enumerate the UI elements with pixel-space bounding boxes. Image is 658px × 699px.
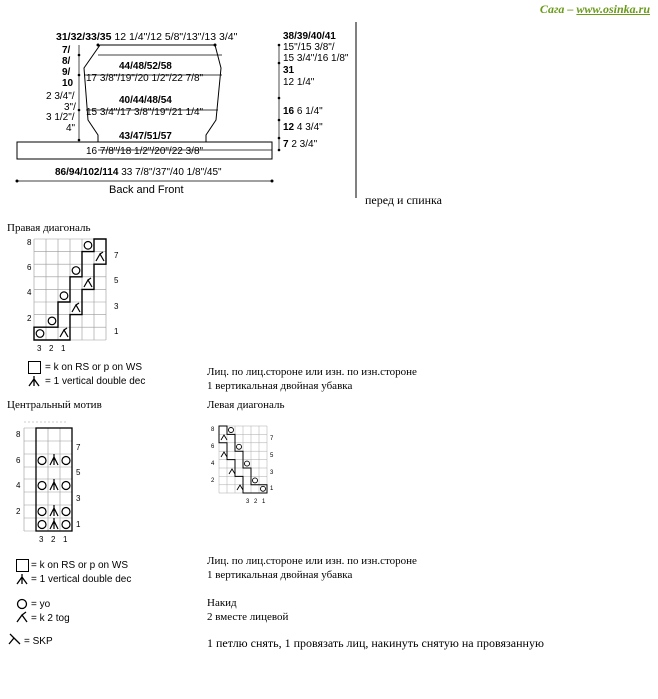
legend2-knit-ru: Лиц. по лиц.стороне или изн. по изн.стороне bbox=[207, 555, 417, 567]
right-length-3: 6 1/4" bbox=[296, 106, 323, 117]
legend2-yo-en: = yo bbox=[31, 599, 51, 610]
legend1-knit-ru: Лиц. по лиц.стороне или изн. по изн.стороне bbox=[207, 366, 417, 378]
site-link[interactable]: www.osinka.ru bbox=[576, 2, 650, 16]
legend2-knit-en: = k on RS or p on WS bbox=[31, 560, 128, 571]
yarn-over-icon bbox=[16, 598, 28, 610]
central-title: Центральный мотив bbox=[7, 399, 102, 411]
side-measure-3: 3 1/2"/ bbox=[46, 112, 75, 123]
central-row-5: 5 bbox=[76, 468, 81, 477]
right-diag-row-2: 2 bbox=[27, 314, 32, 323]
right-diag-chart bbox=[20, 232, 130, 357]
right-rows-2: 31 bbox=[283, 65, 295, 76]
width-mid: 17 3/8"/19"/20 1/2"/22 7/8" bbox=[86, 73, 204, 84]
right-diag-title: Правая диагональ bbox=[7, 222, 91, 234]
central-col-1: 1 bbox=[63, 535, 68, 544]
legend1-knit-en: = k on RS or p on WS bbox=[45, 362, 142, 373]
site-header bbox=[540, 2, 650, 17]
right-diag-col-3: 3 bbox=[37, 344, 42, 353]
knit-square-icon-2 bbox=[16, 559, 29, 572]
left-diag-row-1: 1 bbox=[270, 486, 274, 492]
central-row-7: 7 bbox=[76, 443, 81, 452]
left-diag-title: Левая диагональ bbox=[207, 399, 285, 411]
width-low: 16 7/8"/18 1/2"/20"/22 3/8" bbox=[86, 146, 204, 157]
legend1-vdd-ru: 1 вертикальная двойная убавка bbox=[207, 380, 353, 392]
legend2-k2tog-ru: 2 вместе лицевой bbox=[207, 611, 289, 623]
side-measure-1: 2 3/4"/ bbox=[46, 91, 75, 102]
row-label-10: 10 bbox=[62, 78, 74, 89]
row-label-8: 8/ bbox=[62, 56, 71, 67]
left-diag-row-2: 2 bbox=[211, 478, 215, 484]
knit-square-icon bbox=[28, 361, 41, 374]
right-rows-1: 38/39/40/41 bbox=[283, 31, 336, 42]
central-row-4: 4 bbox=[16, 481, 21, 490]
sizes-top: 31/32/33/35 bbox=[56, 31, 112, 43]
k2tog-icon bbox=[16, 611, 28, 623]
legend2-vdd-ru: 1 вертикальная двойная убавка bbox=[207, 569, 353, 581]
width-top: 12 1/4"/12 5/8"/13"/13 3/4" bbox=[114, 31, 238, 43]
right-diag-col-1: 1 bbox=[61, 344, 66, 353]
central-row-8: 8 bbox=[16, 430, 21, 439]
right-length-2: 12 1/4" bbox=[283, 77, 315, 88]
title-ru: перед и спинка bbox=[365, 193, 443, 207]
legend2-yo-ru: Накид bbox=[207, 597, 237, 609]
legend2-skp-en: = SKP bbox=[24, 636, 53, 647]
side-measure-2: 3"/ bbox=[64, 102, 76, 113]
width-bottom: 33 7/8"/37"/40 1/8"/45" bbox=[121, 167, 222, 178]
width-mid2: 15 3/4"/17 3/8"/19"/21 1/4" bbox=[86, 107, 204, 118]
vertical-double-dec-icon bbox=[28, 375, 40, 387]
skp-icon bbox=[8, 633, 22, 645]
central-row-6: 6 bbox=[16, 456, 21, 465]
right-length-4: 4 3/4" bbox=[296, 122, 323, 133]
right-length-5: 2 3/4" bbox=[291, 139, 318, 150]
stitches-mid2: 40/44/48/54 bbox=[119, 95, 172, 106]
left-diag-row-4: 4 bbox=[211, 461, 215, 467]
central-row-3: 3 bbox=[76, 494, 81, 503]
stitches-bottom: 86/94/102/114 bbox=[55, 167, 119, 178]
left-diag-chart bbox=[205, 420, 275, 508]
right-diag-row-7: 7 bbox=[114, 251, 119, 260]
right-diag-row-6: 6 bbox=[27, 263, 32, 272]
legend2-k2tog-en: = k 2 tog bbox=[31, 613, 70, 624]
right-diag-row-5: 5 bbox=[114, 276, 119, 285]
stitches-mid: 44/48/52/58 bbox=[119, 61, 172, 72]
right-diag-row-4: 4 bbox=[27, 288, 32, 297]
right-length-1a: 15"/15 3/8"/ bbox=[283, 42, 335, 53]
site-name: Сага – bbox=[539, 2, 577, 16]
schematic-caption: Back and Front bbox=[109, 184, 184, 196]
side-measure-4: 4" bbox=[66, 123, 76, 134]
left-diag-row-5: 5 bbox=[270, 453, 274, 459]
legend2-skp-ru: 1 петлю снять, 1 провязать лиц, накинуть снятую на провязанную bbox=[207, 636, 544, 650]
left-diag-row-6: 6 bbox=[211, 444, 215, 450]
legend2-vdd-en: = 1 vertical double dec bbox=[31, 574, 132, 585]
right-diag-row-3: 3 bbox=[114, 302, 119, 311]
left-diag-row-3: 3 bbox=[270, 470, 274, 476]
right-rows-4: 12 bbox=[283, 122, 295, 133]
left-diag-col-3: 3 bbox=[246, 499, 250, 505]
stitches-low: 43/47/51/57 bbox=[119, 131, 172, 142]
vertical-double-dec-icon-2 bbox=[16, 573, 28, 585]
row-label-7: 7/ bbox=[62, 45, 71, 56]
left-diag-col-1: 1 bbox=[262, 499, 266, 505]
right-diag-row-1: 1 bbox=[114, 327, 119, 336]
right-diag-row-8: 8 bbox=[27, 238, 32, 247]
right-diag-col-2: 2 bbox=[49, 344, 54, 353]
central-chart bbox=[10, 418, 85, 548]
right-rows-5: 7 bbox=[283, 139, 289, 150]
right-rows-3: 16 bbox=[283, 106, 295, 117]
central-col-3: 3 bbox=[39, 535, 44, 544]
central-row-1: 1 bbox=[76, 520, 81, 529]
left-diag-row-8: 8 bbox=[211, 427, 215, 433]
central-col-2: 2 bbox=[51, 535, 56, 544]
central-row-2: 2 bbox=[16, 507, 21, 516]
legend1-vdd-en: = 1 vertical double dec bbox=[45, 376, 146, 387]
row-label-9: 9/ bbox=[62, 67, 71, 78]
right-length-1b: 15 3/4"/16 1/8" bbox=[283, 53, 349, 64]
left-diag-row-7: 7 bbox=[270, 436, 274, 442]
left-diag-col-2: 2 bbox=[254, 499, 258, 505]
